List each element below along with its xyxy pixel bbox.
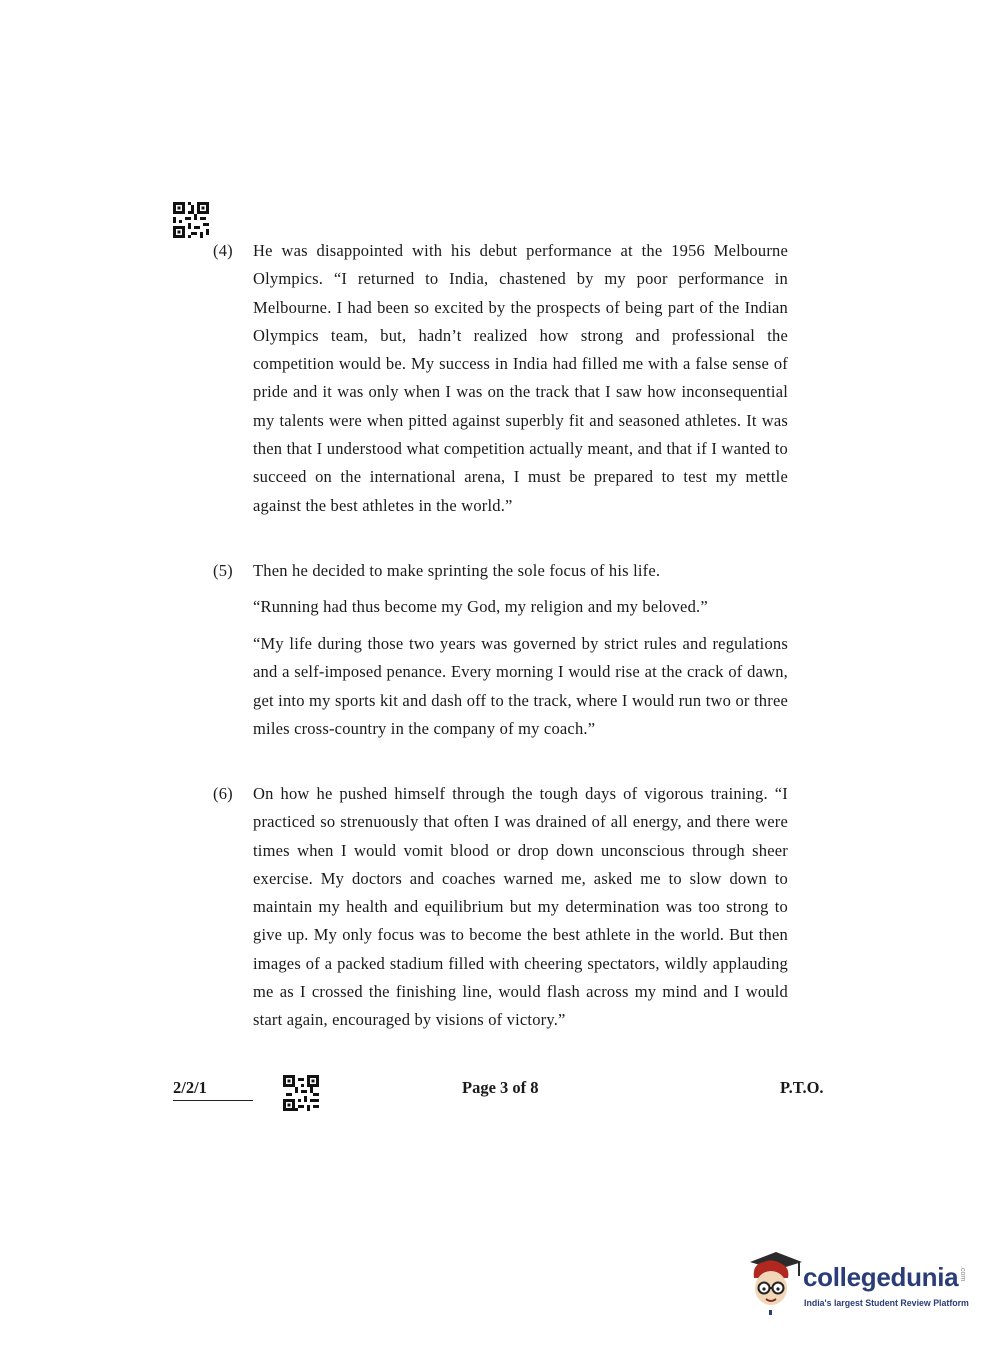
collegedunia-logo — [744, 1248, 974, 1320]
item-number: (5) — [213, 561, 233, 580]
item-number: (6) — [213, 784, 233, 803]
brand-name: collegedunia — [803, 1262, 959, 1292]
qr-code-icon — [173, 202, 209, 238]
brand-tagline: India's largest Student Review Platform — [804, 1298, 969, 1308]
item-paragraph: On how he pushed himself through the tough days of vigorous training. “I practiced so strenuously that often I was drained of all energy, and there were times when I would vomit blood or drop down unconscious through sheer exercise. My doctors and coaches warned me, asked me to slow down to maintain my health and equilibrium but my determination was too strong to give up. My only focus was to become the best athlete in the world. But then images of a packed stadium filled with cheering spectators, wildly applauding me as I crossed the finishing line, would flash across my mind and I would start again, encouraged by visions of victory.” — [253, 784, 788, 1030]
qr-code-icon — [283, 1075, 319, 1111]
pto-label: P.T.O. — [780, 1078, 824, 1097]
page-number: Page 3 of 8 — [462, 1078, 539, 1097]
item-paragraph: “My life during those two years was governed by strict rules and regulations and a self-imposed penance. Every morning I would rise at the crack of dawn, get into my sports kit and dash off to the track, where I would run two or three miles cross-country in the company of my coach.” — [253, 634, 788, 738]
brand-domain: .com — [959, 1266, 966, 1282]
item-number: (4) — [213, 241, 233, 260]
item-paragraph: He was disappointed with his debut performance at the 1956 Melbourne Olympics. “I returned to India, chastened by my poor performance in Melbourne. I had been so excited by the prospects of being part of the Indian Olympics team, but, hadn’t realized how strong and professional the competition would be. My success in India had filled me with a false sense of pride and it was only when I was on the track that I saw how inconsequential my talents were when pitted against superbly fit and seasoned athletes. It was then that I understood what competition actually meant, and that if I wanted to succeed on the international arena, I must be prepared to test my mettle against the best athletes in the world.” — [253, 241, 788, 515]
paper-code: 2/2/1 — [173, 1078, 253, 1101]
collegedunia-mascot-icon — [744, 1248, 804, 1320]
item-paragraph: Then he decided to make sprinting the sole focus of his life. — [253, 561, 661, 580]
item-quote: “Running had thus become my God, my religion and my beloved.” — [253, 597, 708, 616]
